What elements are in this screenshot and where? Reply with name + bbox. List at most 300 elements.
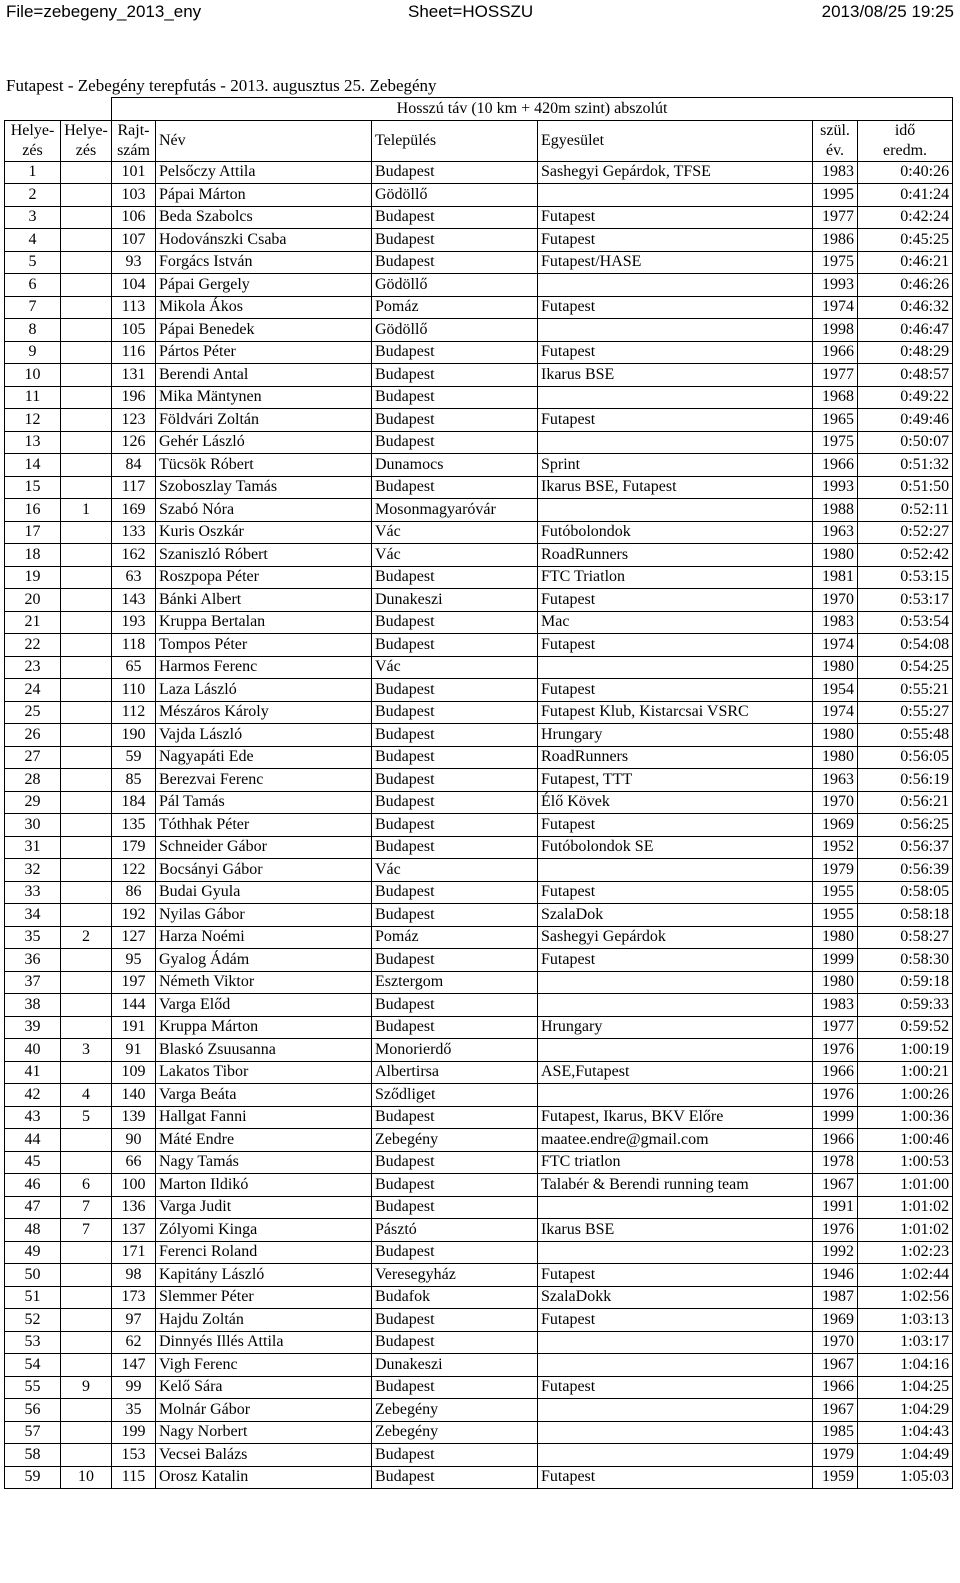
cell-city: Budapest <box>372 881 538 904</box>
cell-city: Dunakeszi <box>372 589 538 612</box>
cell-birth-year: 1993 <box>813 476 858 499</box>
cell-name: Nagy Tamás <box>156 1151 372 1174</box>
cell-bib: 197 <box>112 971 156 994</box>
cell-club: Futapest <box>538 1466 813 1489</box>
cell-club <box>538 994 813 1017</box>
cell-time: 0:56:25 <box>858 814 953 837</box>
cell-category-place <box>61 1444 112 1467</box>
cell-bib: 116 <box>112 341 156 364</box>
cell-category-place <box>61 319 112 342</box>
cell-birth-year: 1969 <box>813 814 858 837</box>
cell-time: 1:05:03 <box>858 1466 953 1489</box>
cell-birth-year: 1970 <box>813 1331 858 1354</box>
cell-category-place <box>61 161 112 184</box>
cell-name: Pártos Péter <box>156 341 372 364</box>
cell-time: 0:42:24 <box>858 206 953 229</box>
cell-city: Budapest <box>372 904 538 927</box>
cell-city: Budapest <box>372 1444 538 1467</box>
cell-city: Budapest <box>372 341 538 364</box>
table-row <box>5 994 953 1017</box>
cell-name: Marton Ildikó <box>156 1174 372 1197</box>
cell-city: Budapest <box>372 229 538 252</box>
cell-club <box>538 1331 813 1354</box>
cell-time: 0:51:32 <box>858 454 953 477</box>
cell-birth-year: 1969 <box>813 1309 858 1332</box>
table-row <box>5 1444 953 1467</box>
cell-category-place <box>61 521 112 544</box>
cell-bib: 100 <box>112 1174 156 1197</box>
cell-birth-year: 1970 <box>813 589 858 612</box>
table-row <box>5 746 953 769</box>
cell-place: 40 <box>5 1039 61 1062</box>
cell-birth-year: 1959 <box>813 1466 858 1489</box>
table-row <box>5 881 953 904</box>
cell-birth-year: 1976 <box>813 1039 858 1062</box>
cell-time: 0:58:05 <box>858 881 953 904</box>
cell-bib: 143 <box>112 589 156 612</box>
cell-category-place <box>61 1331 112 1354</box>
cell-birth-year: 1974 <box>813 296 858 319</box>
cell-club: Ikarus BSE <box>538 364 813 387</box>
cell-name: Berezvai Ferenc <box>156 769 372 792</box>
cell-name: Mika Mäntynen <box>156 386 372 409</box>
cell-category-place <box>61 859 112 882</box>
cell-place: 46 <box>5 1174 61 1197</box>
cell-category-place <box>61 431 112 454</box>
cell-category-place <box>61 1129 112 1152</box>
cell-name: Molnár Gábor <box>156 1399 372 1422</box>
cell-club <box>538 1421 813 1444</box>
cell-place: 42 <box>5 1084 61 1107</box>
cell-name: Bánki Albert <box>156 589 372 612</box>
cell-club <box>538 1084 813 1107</box>
cell-category-place <box>61 566 112 589</box>
cell-place: 35 <box>5 926 61 949</box>
cell-city: Albertirsa <box>372 1061 538 1084</box>
cell-category-place <box>61 1016 112 1039</box>
cell-club <box>538 971 813 994</box>
cell-time: 0:59:18 <box>858 971 953 994</box>
cell-place: 11 <box>5 386 61 409</box>
cell-club: Sashegyi Gepárdok, TFSE <box>538 161 813 184</box>
cell-club: Futapest <box>538 814 813 837</box>
cell-time: 0:55:27 <box>858 701 953 724</box>
table-row <box>5 544 953 567</box>
cell-city: Budapest <box>372 1309 538 1332</box>
cell-time: 1:01:00 <box>858 1174 953 1197</box>
cell-birth-year: 1966 <box>813 1129 858 1152</box>
cell-time: 0:50:07 <box>858 431 953 454</box>
cell-bib: 192 <box>112 904 156 927</box>
cell-place: 26 <box>5 724 61 747</box>
cell-city: Budapest <box>372 251 538 274</box>
cell-place: 9 <box>5 341 61 364</box>
cell-place: 52 <box>5 1309 61 1332</box>
cell-birth-year: 1955 <box>813 904 858 927</box>
cell-birth-year: 1967 <box>813 1399 858 1422</box>
cell-bib: 84 <box>112 454 156 477</box>
table-row <box>5 386 953 409</box>
cell-bib: 113 <box>112 296 156 319</box>
column-header-row <box>5 120 953 161</box>
cell-time: 1:04:49 <box>858 1444 953 1467</box>
col-place-category: Helye- zés <box>61 120 112 161</box>
table-row <box>5 1084 953 1107</box>
cell-name: Orosz Katalin <box>156 1466 372 1489</box>
cell-place: 29 <box>5 791 61 814</box>
cell-city: Budapest <box>372 634 538 657</box>
cell-category-place <box>61 836 112 859</box>
cell-place: 2 <box>5 184 61 207</box>
table-row <box>5 184 953 207</box>
col-club: Egyesület <box>538 120 813 161</box>
cell-category-place <box>61 184 112 207</box>
cell-time: 1:00:36 <box>858 1106 953 1129</box>
cell-place: 32 <box>5 859 61 882</box>
cell-bib: 104 <box>112 274 156 297</box>
cell-city: Budapest <box>372 161 538 184</box>
cell-club: Futapest, Ikarus, BKV Előre <box>538 1106 813 1129</box>
table-row <box>5 679 953 702</box>
cell-category-place <box>61 971 112 994</box>
cell-birth-year: 1978 <box>813 1151 858 1174</box>
cell-bib: 179 <box>112 836 156 859</box>
cell-bib: 153 <box>112 1444 156 1467</box>
cell-birth-year: 1955 <box>813 881 858 904</box>
table-row <box>5 769 953 792</box>
cell-time: 1:03:17 <box>858 1331 953 1354</box>
cell-birth-year: 1968 <box>813 386 858 409</box>
cell-birth-year: 1977 <box>813 364 858 387</box>
cell-name: Budai Gyula <box>156 881 372 904</box>
cell-bib: 62 <box>112 1331 156 1354</box>
cell-place: 45 <box>5 1151 61 1174</box>
cell-place: 53 <box>5 1331 61 1354</box>
cell-bib: 93 <box>112 251 156 274</box>
cell-place: 33 <box>5 881 61 904</box>
cell-city: Zebegény <box>372 1399 538 1422</box>
cell-time: 1:04:29 <box>858 1399 953 1422</box>
cell-place: 39 <box>5 1016 61 1039</box>
cell-city: Budapest <box>372 679 538 702</box>
table-row <box>5 296 953 319</box>
cell-category-place: 7 <box>61 1219 112 1242</box>
cell-club <box>538 431 813 454</box>
cell-category-place <box>61 1151 112 1174</box>
cell-place: 28 <box>5 769 61 792</box>
cell-time: 0:56:19 <box>858 769 953 792</box>
cell-birth-year: 1980 <box>813 926 858 949</box>
cell-city: Budapest <box>372 364 538 387</box>
cell-birth-year: 1954 <box>813 679 858 702</box>
col-name: Név <box>156 120 372 161</box>
cell-bib: 35 <box>112 1399 156 1422</box>
cell-city: Pomáz <box>372 926 538 949</box>
cell-club: Futapest <box>538 1309 813 1332</box>
cell-city: Vác <box>372 859 538 882</box>
cell-place: 18 <box>5 544 61 567</box>
cell-place: 19 <box>5 566 61 589</box>
cell-place: 43 <box>5 1106 61 1129</box>
cell-time: 0:46:32 <box>858 296 953 319</box>
cell-birth-year: 1998 <box>813 319 858 342</box>
cell-name: Hallgat Fanni <box>156 1106 372 1129</box>
table-row <box>5 206 953 229</box>
cell-bib: 137 <box>112 1219 156 1242</box>
cell-birth-year: 1977 <box>813 206 858 229</box>
cell-name: Schneider Gábor <box>156 836 372 859</box>
cell-bib: 112 <box>112 701 156 724</box>
cell-club: Futapest/HASE <box>538 251 813 274</box>
cell-place: 47 <box>5 1196 61 1219</box>
cell-bib: 117 <box>112 476 156 499</box>
cell-bib: 98 <box>112 1264 156 1287</box>
cell-club <box>538 1399 813 1422</box>
table-row <box>5 364 953 387</box>
cell-bib: 191 <box>112 1016 156 1039</box>
cell-place: 25 <box>5 701 61 724</box>
cell-category-place <box>61 476 112 499</box>
cell-name: Kuris Oszkár <box>156 521 372 544</box>
cell-time: 1:02:23 <box>858 1241 953 1264</box>
cell-bib: 139 <box>112 1106 156 1129</box>
cell-name: Nagy Norbert <box>156 1421 372 1444</box>
cell-birth-year: 1952 <box>813 836 858 859</box>
cell-birth-year: 1988 <box>813 499 858 522</box>
cell-category-place <box>61 701 112 724</box>
cell-club <box>538 656 813 679</box>
cell-birth-year: 1946 <box>813 1264 858 1287</box>
print-datetime: 2013/08/25 19:25 <box>821 2 954 21</box>
cell-city: Vác <box>372 656 538 679</box>
cell-bib: 115 <box>112 1466 156 1489</box>
cell-club: Futapest <box>538 679 813 702</box>
table-row <box>5 499 953 522</box>
cell-birth-year: 1995 <box>813 184 858 207</box>
cell-club: Futapest <box>538 949 813 972</box>
cell-place: 27 <box>5 746 61 769</box>
cell-club: Futóbolondok <box>538 521 813 544</box>
col-city: Település <box>372 120 538 161</box>
cell-club: Hrungary <box>538 1016 813 1039</box>
results-body <box>5 161 953 1489</box>
cell-place: 10 <box>5 364 61 387</box>
cell-club <box>538 1039 813 1062</box>
cell-category-place <box>61 589 112 612</box>
cell-bib: 109 <box>112 1061 156 1084</box>
cell-birth-year: 1966 <box>813 1376 858 1399</box>
cell-time: 1:01:02 <box>858 1219 953 1242</box>
cell-time: 0:52:42 <box>858 544 953 567</box>
cell-category-place <box>61 454 112 477</box>
cell-birth-year: 1999 <box>813 1106 858 1129</box>
cell-club: maatee.endre@gmail.com <box>538 1129 813 1152</box>
table-row <box>5 1219 953 1242</box>
cell-birth-year: 1976 <box>813 1219 858 1242</box>
cell-city: Budapest <box>372 1466 538 1489</box>
cell-place: 24 <box>5 679 61 702</box>
cell-club <box>538 274 813 297</box>
cell-time: 0:55:48 <box>858 724 953 747</box>
cell-name: Szaniszló Róbert <box>156 544 372 567</box>
cell-name: Gehér László <box>156 431 372 454</box>
col-time: idő eredm. <box>858 120 953 161</box>
cell-time: 1:01:02 <box>858 1196 953 1219</box>
cell-club: Élő Kövek <box>538 791 813 814</box>
table-row <box>5 1196 953 1219</box>
cell-birth-year: 1975 <box>813 251 858 274</box>
cell-time: 0:53:15 <box>858 566 953 589</box>
cell-name: Pál Tamás <box>156 791 372 814</box>
cell-place: 56 <box>5 1399 61 1422</box>
cell-club: SzalaDok <box>538 904 813 927</box>
cell-city: Gödöllő <box>372 274 538 297</box>
cell-time: 0:58:18 <box>858 904 953 927</box>
cell-name: Dinnyés Illés Attila <box>156 1331 372 1354</box>
cell-category-place: 6 <box>61 1174 112 1197</box>
cell-time: 0:46:47 <box>858 319 953 342</box>
table-row <box>5 1354 953 1377</box>
cell-club: Ikarus BSE, Futapest <box>538 476 813 499</box>
table-row <box>5 274 953 297</box>
cell-category-place <box>61 251 112 274</box>
table-row <box>5 904 953 927</box>
cell-time: 0:45:25 <box>858 229 953 252</box>
cell-city: Vác <box>372 521 538 544</box>
cell-city: Budapest <box>372 1241 538 1264</box>
cell-time: 0:49:22 <box>858 386 953 409</box>
cell-club: Hrungary <box>538 724 813 747</box>
cell-birth-year: 1980 <box>813 971 858 994</box>
cell-birth-year: 1985 <box>813 1421 858 1444</box>
table-row <box>5 926 953 949</box>
table-row <box>5 836 953 859</box>
cell-club <box>538 319 813 342</box>
cell-city: Budapest <box>372 814 538 837</box>
cell-bib: 118 <box>112 634 156 657</box>
cell-name: Vigh Ferenc <box>156 1354 372 1377</box>
cell-bib: 196 <box>112 386 156 409</box>
cell-category-place <box>61 1354 112 1377</box>
cell-bib: 59 <box>112 746 156 769</box>
cell-place: 55 <box>5 1376 61 1399</box>
cell-birth-year: 1981 <box>813 566 858 589</box>
cell-category-place <box>61 746 112 769</box>
cell-place: 3 <box>5 206 61 229</box>
cell-name: Kapitány László <box>156 1264 372 1287</box>
cell-birth-year: 1980 <box>813 746 858 769</box>
table-row <box>5 859 953 882</box>
cell-place: 59 <box>5 1466 61 1489</box>
table-row <box>5 1331 953 1354</box>
table-row <box>5 476 953 499</box>
cell-time: 0:54:25 <box>858 656 953 679</box>
table-row <box>5 611 953 634</box>
cell-name: Mészáros Károly <box>156 701 372 724</box>
cell-name: Németh Viktor <box>156 971 372 994</box>
cell-club: Futapest <box>538 881 813 904</box>
cell-name: Zólyomi Kinga <box>156 1219 372 1242</box>
cell-club <box>538 1241 813 1264</box>
cell-birth-year: 1991 <box>813 1196 858 1219</box>
cell-name: Beda Szabolcs <box>156 206 372 229</box>
cell-time: 0:59:52 <box>858 1016 953 1039</box>
cell-bib: 106 <box>112 206 156 229</box>
cell-place: 21 <box>5 611 61 634</box>
table-row <box>5 409 953 432</box>
cell-bib: 105 <box>112 319 156 342</box>
cell-place: 48 <box>5 1219 61 1242</box>
cell-club: Mac <box>538 611 813 634</box>
cell-city: Budapest <box>372 769 538 792</box>
cell-category-place <box>61 296 112 319</box>
cell-place: 8 <box>5 319 61 342</box>
cell-bib: 90 <box>112 1129 156 1152</box>
cell-name: Harza Noémi <box>156 926 372 949</box>
cell-time: 0:40:26 <box>858 161 953 184</box>
cell-club: Futapest, TTT <box>538 769 813 792</box>
cell-time: 1:02:56 <box>858 1286 953 1309</box>
cell-city: Budapest <box>372 1331 538 1354</box>
cell-time: 0:53:54 <box>858 611 953 634</box>
cell-bib: 169 <box>112 499 156 522</box>
cell-city: Veresegyház <box>372 1264 538 1287</box>
cell-name: Szoboszlay Tamás <box>156 476 372 499</box>
cell-category-place: 3 <box>61 1039 112 1062</box>
cell-time: 0:46:26 <box>858 274 953 297</box>
cell-name: Laza László <box>156 679 372 702</box>
table-row <box>5 814 953 837</box>
cell-name: Tompos Péter <box>156 634 372 657</box>
cell-place: 44 <box>5 1129 61 1152</box>
cell-city: Budafok <box>372 1286 538 1309</box>
table-row <box>5 701 953 724</box>
cell-category-place <box>61 814 112 837</box>
cell-city: Budapest <box>372 1174 538 1197</box>
cell-name: Szabó Nóra <box>156 499 372 522</box>
cell-time: 0:48:57 <box>858 364 953 387</box>
cell-category-place <box>61 724 112 747</box>
cell-city: Dunakeszi <box>372 1354 538 1377</box>
cell-club: Futapest <box>538 296 813 319</box>
cell-time: 0:52:11 <box>858 499 953 522</box>
cell-category-place <box>61 274 112 297</box>
cell-name: Gyalog Ádám <box>156 949 372 972</box>
table-row <box>5 1241 953 1264</box>
cell-birth-year: 1966 <box>813 1061 858 1084</box>
cell-city: Budapest <box>372 701 538 724</box>
results-table <box>4 97 953 1489</box>
cell-category-place <box>61 949 112 972</box>
table-row <box>5 341 953 364</box>
cell-birth-year: 1986 <box>813 229 858 252</box>
sheet-name: Sheet=HOSSZU <box>408 2 534 21</box>
table-row <box>5 229 953 252</box>
cell-bib: 147 <box>112 1354 156 1377</box>
cell-name: Kelő Sára <box>156 1376 372 1399</box>
cell-category-place <box>61 229 112 252</box>
table-row <box>5 589 953 612</box>
cell-name: Máté Endre <box>156 1129 372 1152</box>
cell-bib: 122 <box>112 859 156 882</box>
cell-bib: 123 <box>112 409 156 432</box>
table-row <box>5 1039 953 1062</box>
table-row <box>5 1129 953 1152</box>
cell-city: Vác <box>372 544 538 567</box>
table-row <box>5 566 953 589</box>
cell-time: 0:41:24 <box>858 184 953 207</box>
cell-city: Budapest <box>372 206 538 229</box>
